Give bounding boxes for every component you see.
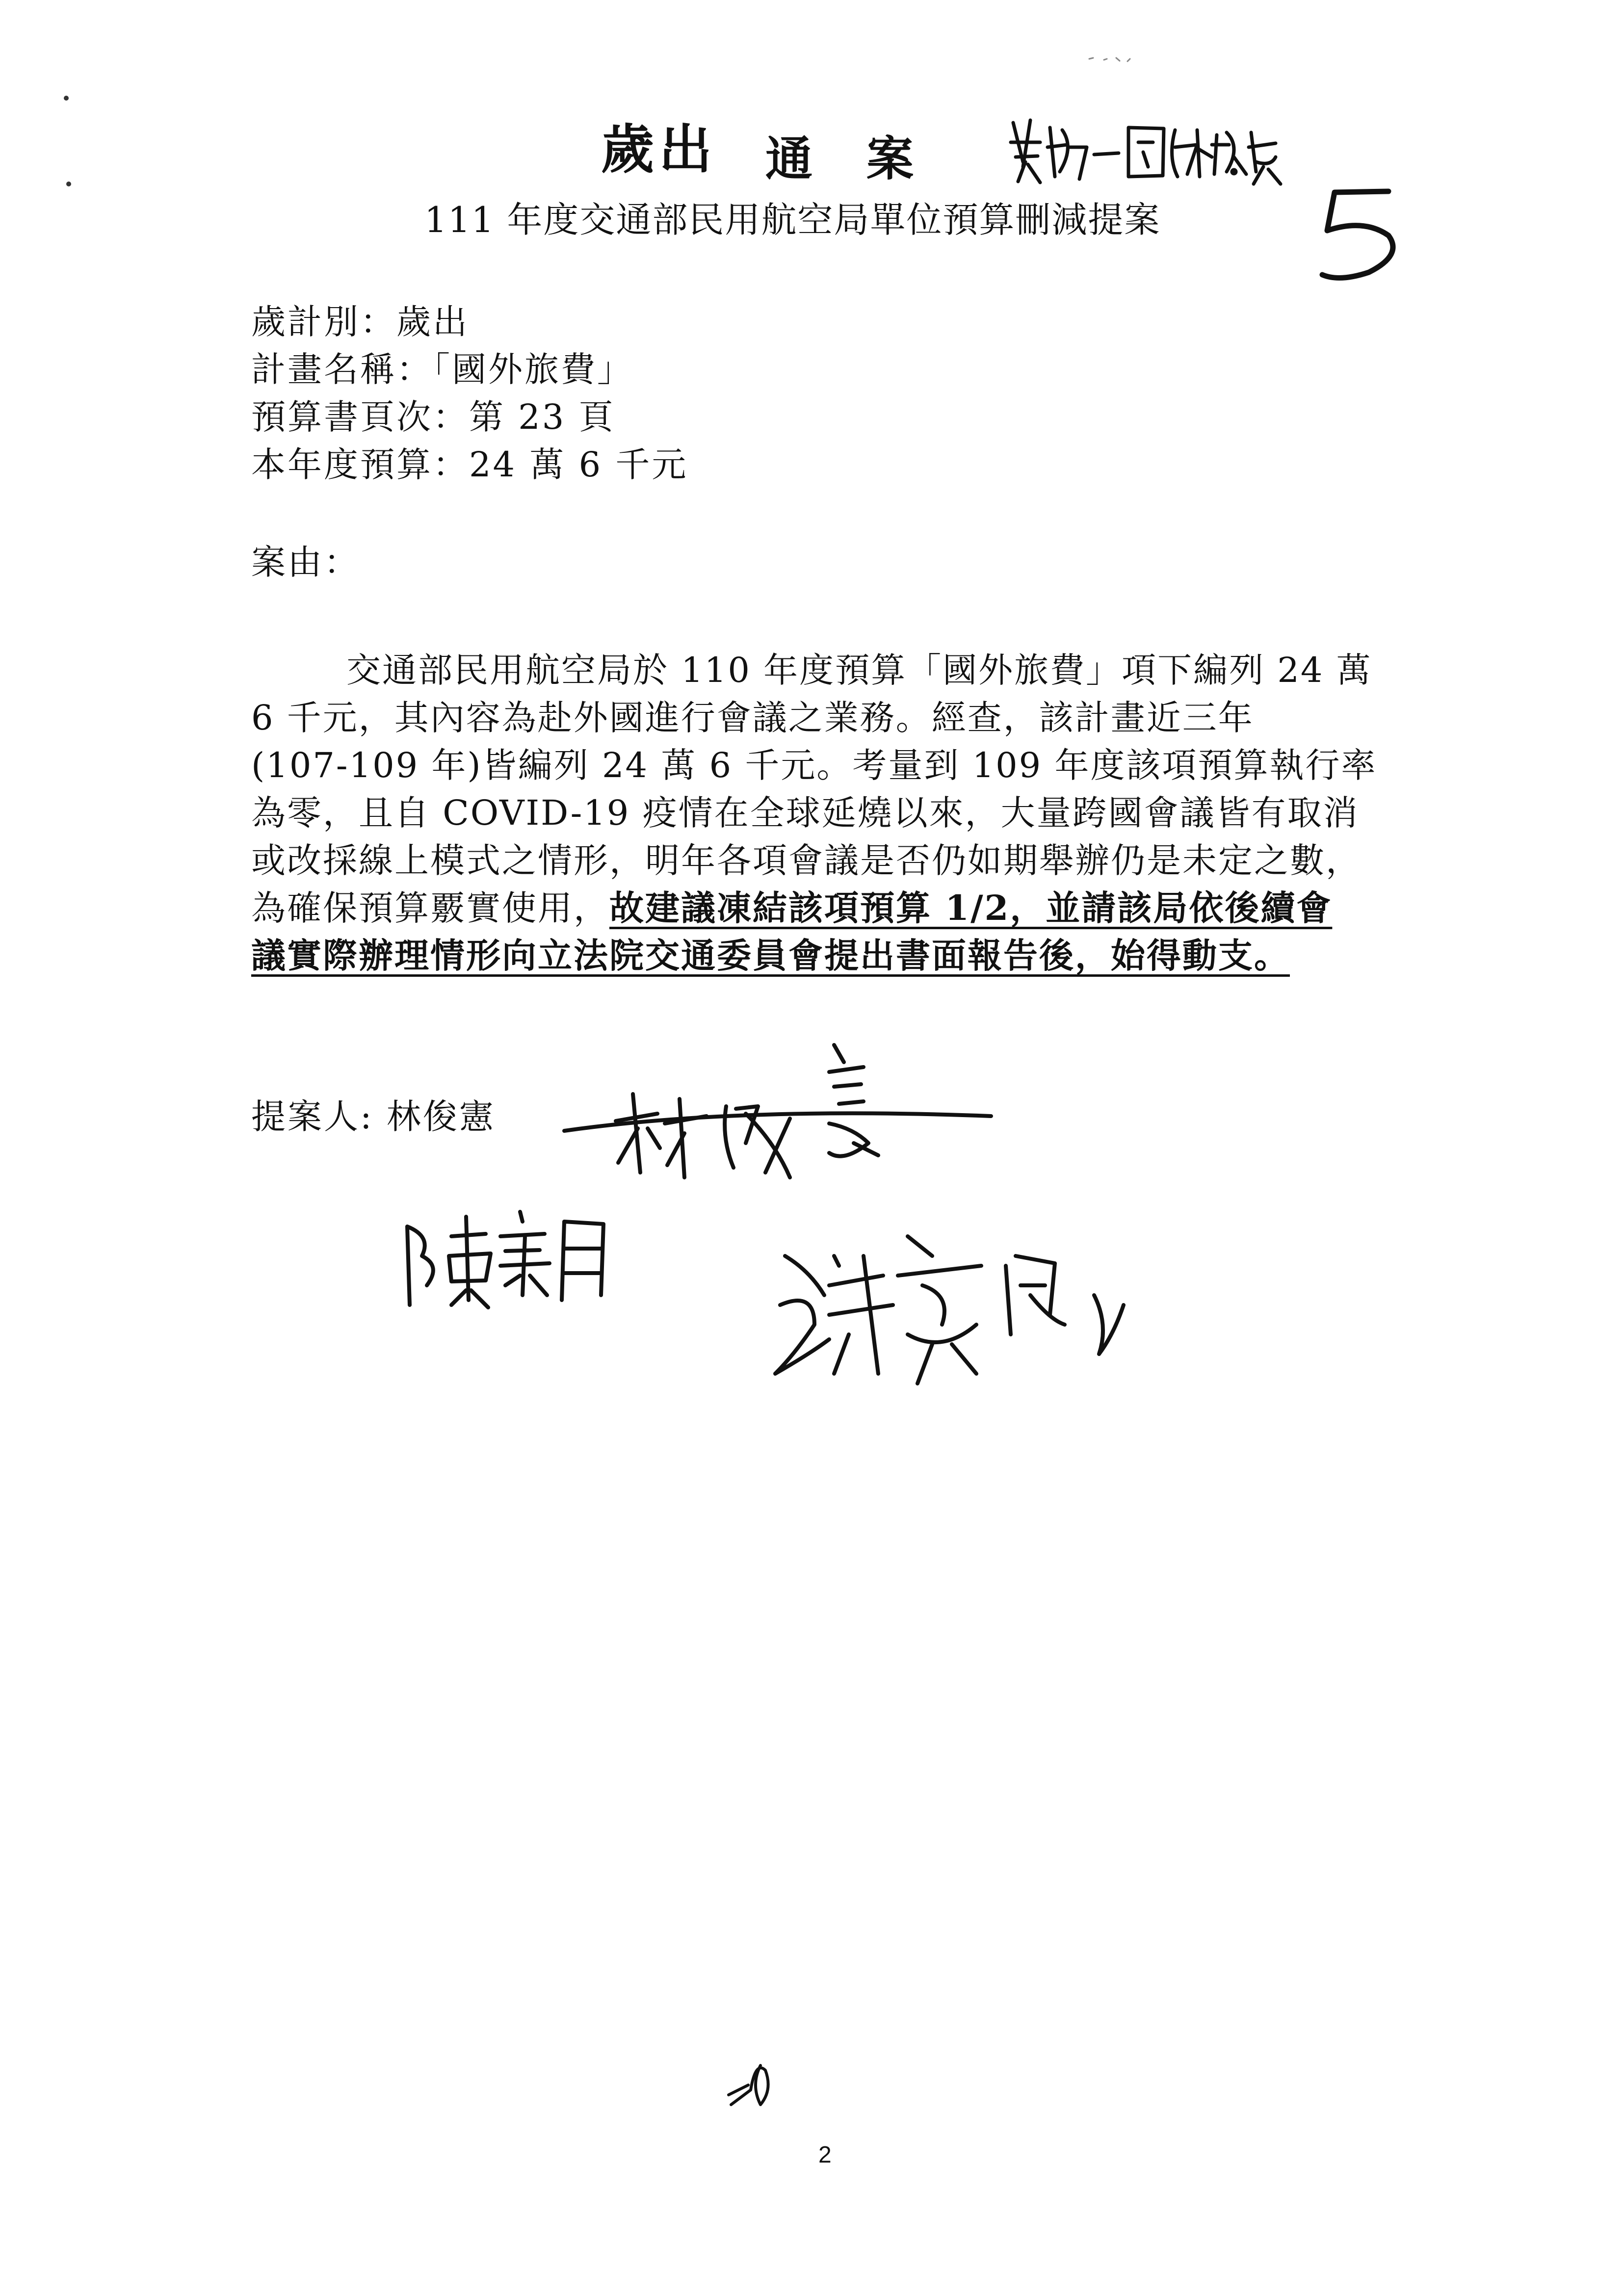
footer-mark — [729, 2065, 768, 2105]
page-reference-line: 預算書頁次：第 23 頁 — [251, 397, 615, 437]
budget-line: 本年度預算：24 萬 6 千元 — [251, 444, 688, 485]
body-line-6-plain: 為確保預算覈實使用， — [251, 888, 609, 928]
body-line-4: 為零，且自 COVID-19 疫情在全球延燒以來，大量跨國會議皆有取消 — [251, 793, 1359, 833]
document-title: 歲出 — [601, 119, 717, 181]
signature-chen — [407, 1212, 603, 1307]
body-line-7 — [251, 928, 1290, 978]
body-line-2: 6 千元，其內容為赴外國進行會議之業務。經查，該計畫近三年 — [251, 698, 1254, 738]
page-number: 2 — [818, 2142, 832, 2168]
handwritten-note — [1011, 120, 1281, 184]
recommendation-text-continued: 議實際辦理情形向立法院交通委員會提出書面報告後，始得動支。 — [251, 935, 1290, 976]
body-line-5: 或改採線上模式之情形，明年各項會議是否仍如期舉辦仍是未定之數， — [251, 840, 1362, 881]
case-type-label: 通案 — [765, 131, 968, 186]
plan-name-line: 計畫名稱：「國外旅費」 — [251, 349, 633, 390]
proposer-label: 提案人: 林俊憲 — [251, 1096, 496, 1137]
body-line-6 — [251, 881, 1332, 930]
recommendation-text: 故建議凍結該項預算 1/2，並請該局依後續會 — [609, 887, 1333, 928]
signature-lin — [564, 1045, 991, 1177]
signature-hsu — [775, 1236, 1124, 1383]
page-mark-5 — [1322, 191, 1393, 278]
document-subtitle: 111 年度交通部民用航空局單位預算刪減提案 — [424, 199, 1161, 240]
account-line: 歲計別：歲出 — [251, 302, 469, 342]
reason-heading: 案由： — [251, 542, 360, 582]
body-line-1: 交通部民用航空局於 110 年度預算「國外旅費」項下編列 24 萬 — [346, 650, 1372, 690]
body-line-3: (107-109 年)皆編列 24 萬 6 千元。考量到 109 年度該項預算執行率 — [251, 745, 1377, 785]
